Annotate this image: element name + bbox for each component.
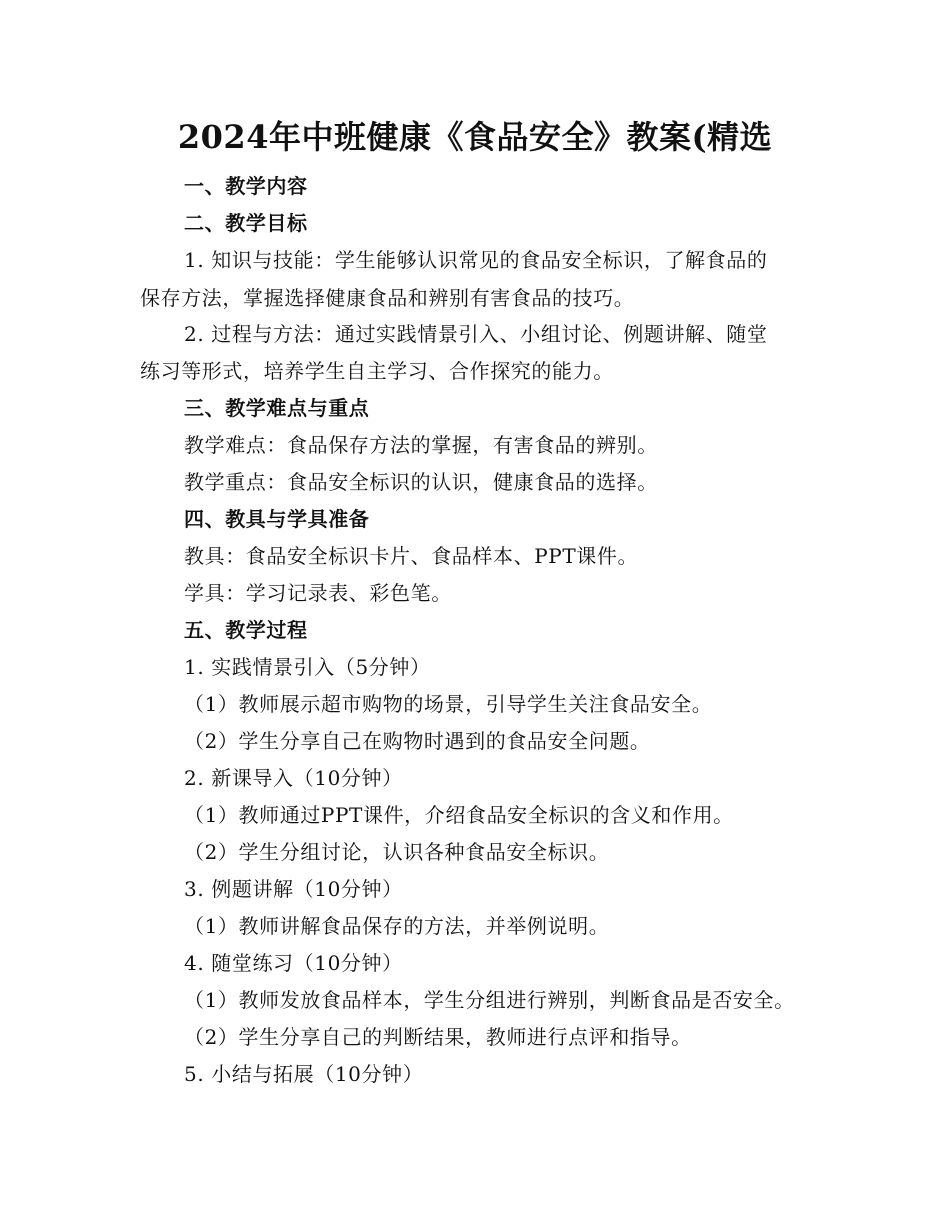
section-heading-materials: 四、教具与学具准备 — [184, 507, 370, 531]
list-item: 2. 新课导入（10分钟） — [184, 766, 403, 790]
list-item: 5. 小结与拓展（10分钟） — [184, 1062, 424, 1086]
paragraph-line: 1. 知识与技能：学生能够认识常见的食品安全标识，了解食品的 — [184, 248, 768, 272]
paragraph-line: 保存方法，掌握选择健康食品和辨别有害食品的技巧。 — [140, 286, 635, 310]
document-title: 2024年中班健康《食品安全》教案(精选 — [177, 118, 773, 156]
list-item: 1. 实践情景引入（5分钟） — [184, 655, 431, 679]
paragraph-line: 学具：学习记录表、彩色笔。 — [184, 581, 452, 605]
paragraph-line: 教学重点：食品安全标识的认识，健康食品的选择。 — [184, 470, 658, 494]
section-heading-difficulties: 三、教学难点与重点 — [184, 396, 370, 420]
list-item: 4. 随堂练习（10分钟） — [184, 951, 403, 975]
sub-list-item: （1）教师通过PPT课件，介绍食品安全标识的含义和作用。 — [184, 803, 734, 827]
paragraph-line: 教学难点：食品保存方法的掌握，有害食品的辨别。 — [184, 433, 658, 457]
sub-list-item: （2）学生分享自己的判断结果，教师进行点评和指导。 — [184, 1025, 692, 1049]
section-heading-content: 一、教学内容 — [184, 174, 308, 198]
section-heading-objectives: 二、教学目标 — [184, 211, 308, 235]
sub-list-item: （2）学生分组讨论，认识各种食品安全标识。 — [184, 840, 610, 864]
sub-list-item: （1）教师讲解食品保存的方法，并举例说明。 — [184, 914, 610, 938]
section-heading-process: 五、教学过程 — [184, 618, 308, 642]
sub-list-item: （1）教师发放食品样本，学生分组进行辨别，判断食品是否安全。 — [184, 988, 795, 1012]
paragraph-line: 练习等形式，培养学生自主学习、合作探究的能力。 — [140, 359, 614, 383]
sub-list-item: （1）教师展示超市购物的场景，引导学生关注食品安全。 — [184, 692, 713, 716]
paragraph-line: 2. 过程与方法：通过实践情景引入、小组讨论、例题讲解、随堂 — [184, 322, 768, 346]
sub-list-item: （2）学生分享自己在购物时遇到的食品安全问题。 — [184, 729, 651, 753]
paragraph-line: 教具：食品安全标识卡片、食品样本、PPT课件。 — [184, 544, 639, 568]
list-item: 3. 例题讲解（10分钟） — [184, 877, 403, 901]
